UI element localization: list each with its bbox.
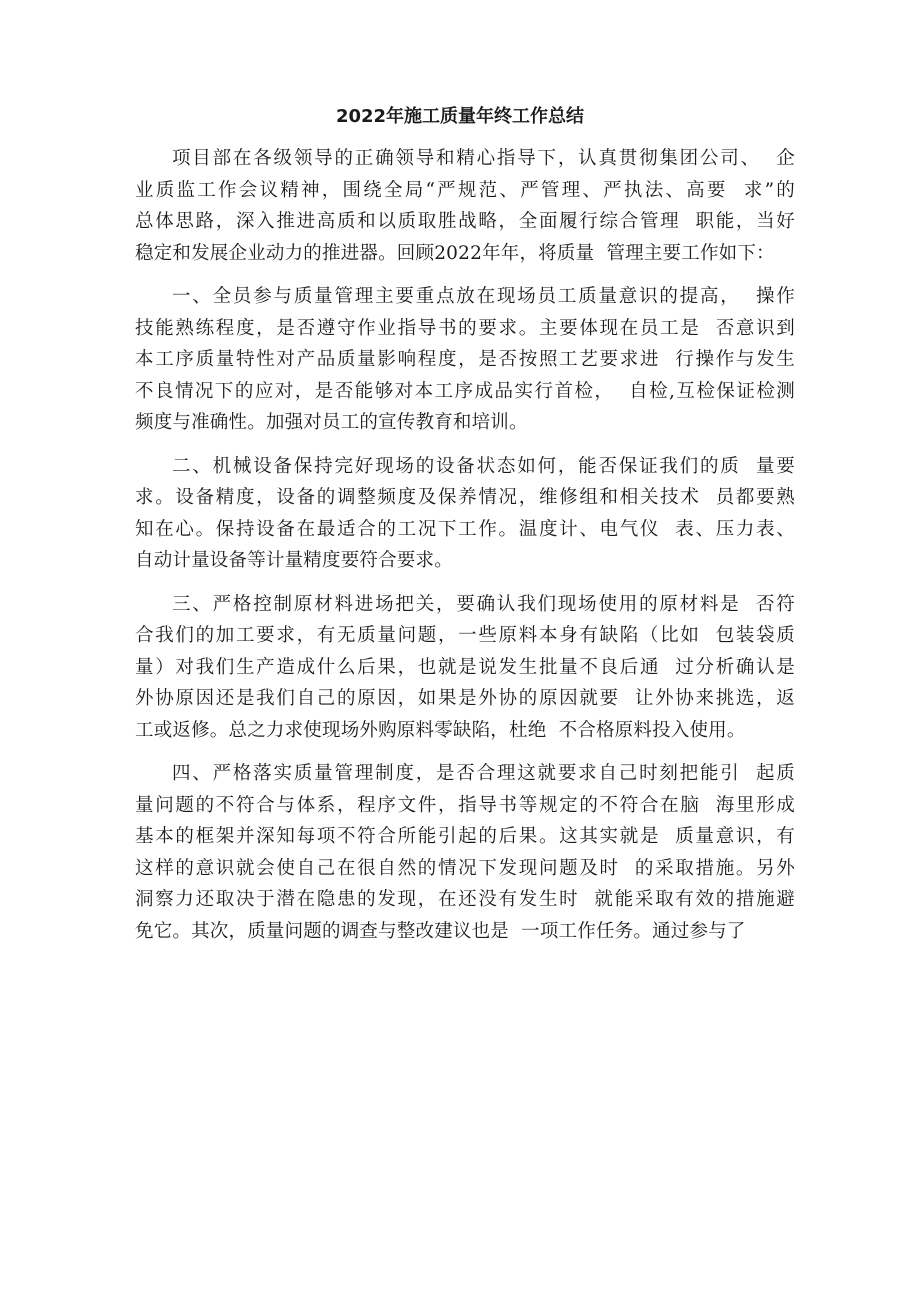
text-line: 外协原因还是我们自己的原因，如果是外协的原因就要 让外协来挑选，返 bbox=[135, 688, 795, 709]
text-line: 稳定和发展企业动力的推进器。回顾2022年年，将质量 管理主要工作如下： bbox=[135, 242, 775, 264]
text-line: 四、严格落实质量管理制度，是否合理这就要求自己时刻把能引 起质 bbox=[172, 763, 795, 784]
paragraph-intro bbox=[135, 143, 795, 269]
text-line: 业质监工作会议精神，围绕全局“严规范、严管理、严执法、高要 求”的 bbox=[135, 179, 795, 201]
paragraph-section-1 bbox=[135, 281, 795, 439]
text-line: 洞察力还取决于潜在隐患的发现，在还没有发生时 就能采取有效的措施避 bbox=[135, 889, 795, 910]
text-line: 项目部在各级领导的正确领导和精心指导下，认真贯彻集团公司、 企 bbox=[172, 148, 795, 169]
text-line: 知在心。保持设备在最适合的工况下工作。温度计、电气仪 表、压力表、 bbox=[135, 518, 795, 540]
paragraph-section-3 bbox=[135, 589, 795, 747]
text-line: 技能熟练程度，是否遵守作业指导书的要求。主要体现在员工是 否意识到 bbox=[135, 317, 795, 339]
text-line: 频度与准确性。加强对员工的宣传教育和培训。 bbox=[135, 412, 528, 433]
paragraph-section-4 bbox=[135, 758, 795, 947]
text-line: 基本的框架并深知每项不符合所能引起的后果。这其实就是 质量意识，有 bbox=[135, 826, 795, 847]
text-line: 自动计量设备等计量精度要符合要求。 bbox=[135, 550, 453, 571]
text-line: 本工序质量特性对产品质量影响程度，是否按照工艺要求进 行操作与发生 bbox=[135, 349, 795, 370]
text-line: 这样的意识就会使自己在很自然的情况下发现问题及时 的采取措施。另外 bbox=[135, 857, 795, 879]
text-line: 二、机械设备保持完好现场的设备状态如何，能否保证我们的质 量要 bbox=[172, 455, 795, 477]
document-title: 2022年施工质量年终工作总结 bbox=[335, 106, 585, 127]
text-line: 求。设备精度，设备的调整频度及保养情况，维修组和相关技术 员都要熟 bbox=[135, 487, 795, 508]
paragraph-section-2 bbox=[135, 451, 795, 577]
text-line: 总体思路，深入推进高质和以质取胜战略，全面履行综合管理 职能，当好 bbox=[135, 211, 795, 232]
document-body bbox=[135, 143, 795, 959]
text-line: 不良情况下的应对，是否能够对本工序成品实行首检， 自检,互检保证检测 bbox=[135, 380, 795, 402]
text-line: 免它。其次，质量问题的调查与整改建议也是 一项工作任务。通过参与了 bbox=[135, 920, 746, 942]
text-line: 量问题的不符合与体系，程序文件，指导书等规定的不符合在脑 海里形成 bbox=[135, 794, 795, 816]
text-line: 一、全员参与质量管理主要重点放在现场员工质量意识的提高， 操作 bbox=[172, 286, 795, 307]
text-line: 三、严格控制原材料进场把关，要确认我们现场使用的原材料是 否符 bbox=[172, 593, 795, 615]
text-line: 量）对我们生产造成什么后果，也就是说发生批量不良后通 过分析确认是 bbox=[135, 656, 795, 678]
text-line: 合我们的加工要求，有无质量问题，一些原料本身有缺陷（比如 包装袋质 bbox=[135, 625, 795, 646]
text-line: 工或返修。总之力求使现场外购原料零缺陷，杜绝 不合格原料投入使用。 bbox=[135, 719, 746, 741]
